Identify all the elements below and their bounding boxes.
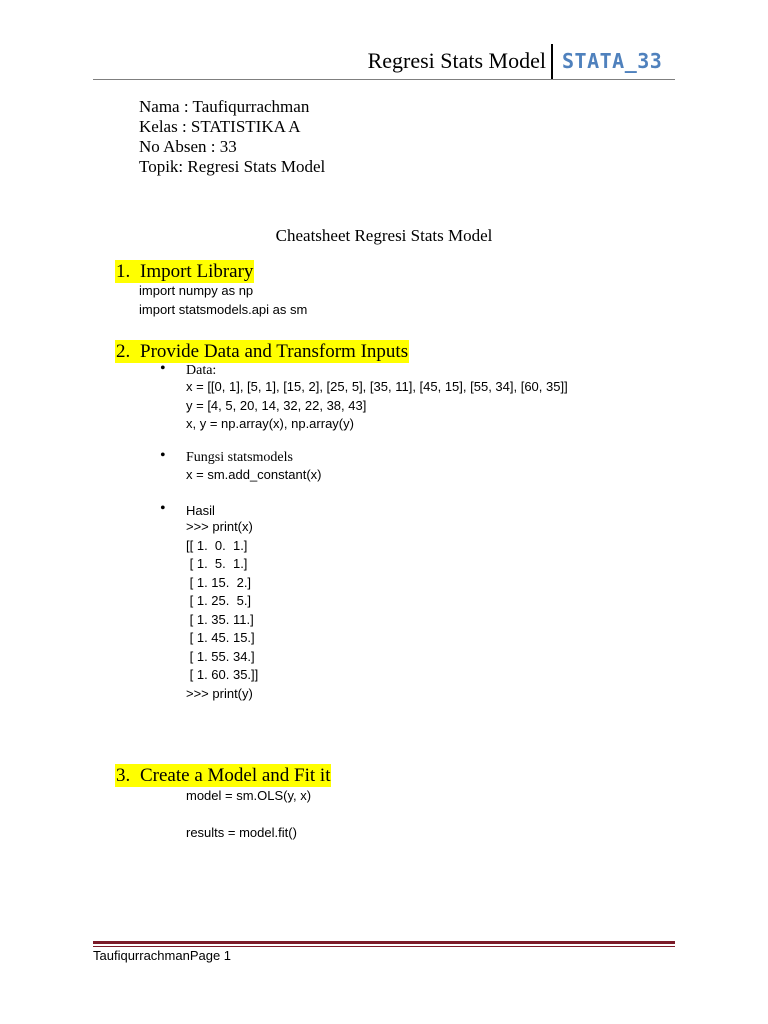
- code-line: [ 1. 5. 1.]: [186, 556, 248, 571]
- code-line: [ 1. 55. 34.]: [186, 648, 255, 664]
- code-line: [186, 806, 311, 825]
- bullet-hasil-label: Hasil: [186, 503, 215, 518]
- code-line: >>> print(x): [186, 519, 253, 534]
- info-nama: Nama : Taufiqurrachman: [139, 97, 310, 116]
- code-line: [ 1. 35. 11.]: [186, 611, 254, 627]
- code-line: >>> print(y): [186, 685, 253, 701]
- subtitle-text: Cheatsheet Regresi Stats Model: [275, 226, 493, 245]
- code-line: x, y = np.array(x), np.array(y): [186, 416, 354, 431]
- code-line: import numpy as np: [139, 283, 254, 298]
- bullet-data-code: [186, 378, 568, 434]
- section-3-number: 3.: [116, 765, 131, 786]
- header-rule: [93, 79, 675, 80]
- bullet-fungsi-code: [186, 466, 321, 485]
- footer-author: Taufiqurrachman: [93, 948, 190, 963]
- code-line: [[ 1. 0. 1.]: [186, 537, 248, 553]
- bullet-icon: •: [160, 500, 166, 517]
- code-line: import statsmodels.api as sm: [139, 301, 308, 317]
- code-line: results = model.fit(): [186, 825, 297, 840]
- code-line: [ 1. 45. 15.]: [186, 630, 255, 645]
- section-1-number: 1.: [116, 261, 131, 282]
- section-3-highlight: [115, 764, 331, 787]
- code-line: [ 1. 25. 5.]: [186, 593, 252, 608]
- info-absen: No Absen : 33: [139, 137, 237, 156]
- footer-page-number: Page 1: [189, 948, 232, 963]
- header-divider: [551, 44, 553, 80]
- section-1-highlight: [115, 260, 254, 283]
- section-3-code: [186, 787, 311, 843]
- section-1-code: [139, 282, 307, 319]
- footer-rule: [93, 941, 675, 944]
- code-line: y = [4, 5, 20, 14, 32, 22, 38, 43]: [186, 397, 367, 413]
- section-2-title: Provide Data and Transform Inputs: [140, 341, 409, 362]
- section-1-heading: [115, 260, 254, 283]
- code-line: [ 1. 60. 35.]]: [186, 667, 259, 682]
- bullet-icon: •: [160, 360, 166, 377]
- header-code: STATA_33: [562, 49, 663, 73]
- section-1-title: Import Library: [140, 261, 254, 282]
- section-3-heading: [115, 764, 331, 787]
- document-subtitle: [0, 226, 768, 246]
- header-title: Regresi Stats Model: [367, 48, 546, 73]
- code-line: x = sm.add_constant(x): [186, 467, 322, 482]
- section-3-title: Create a Model and Fit it: [140, 765, 331, 786]
- code-line: [ 1. 15. 2.]: [186, 574, 252, 590]
- bullet-hasil-code: [186, 518, 258, 703]
- info-kelas: Kelas : STATISTIKA A: [139, 117, 301, 136]
- code-line: model = sm.OLS(y, x): [186, 788, 312, 803]
- info-topik: Topik: Regresi Stats Model: [139, 157, 326, 176]
- bullet-data-label: Data:: [186, 363, 217, 378]
- page-footer: [93, 947, 231, 965]
- bullet-fungsi-label: Fungsi statsmodels: [186, 450, 293, 465]
- bullet-icon: •: [160, 447, 166, 464]
- code-line: x = [[0, 1], [5, 1], [15, 2], [25, 5], [35, 11], [45, 15], [55, 34], [60, 35]]: [186, 379, 568, 394]
- student-info: [139, 97, 325, 177]
- section-2-number: 2.: [116, 341, 131, 362]
